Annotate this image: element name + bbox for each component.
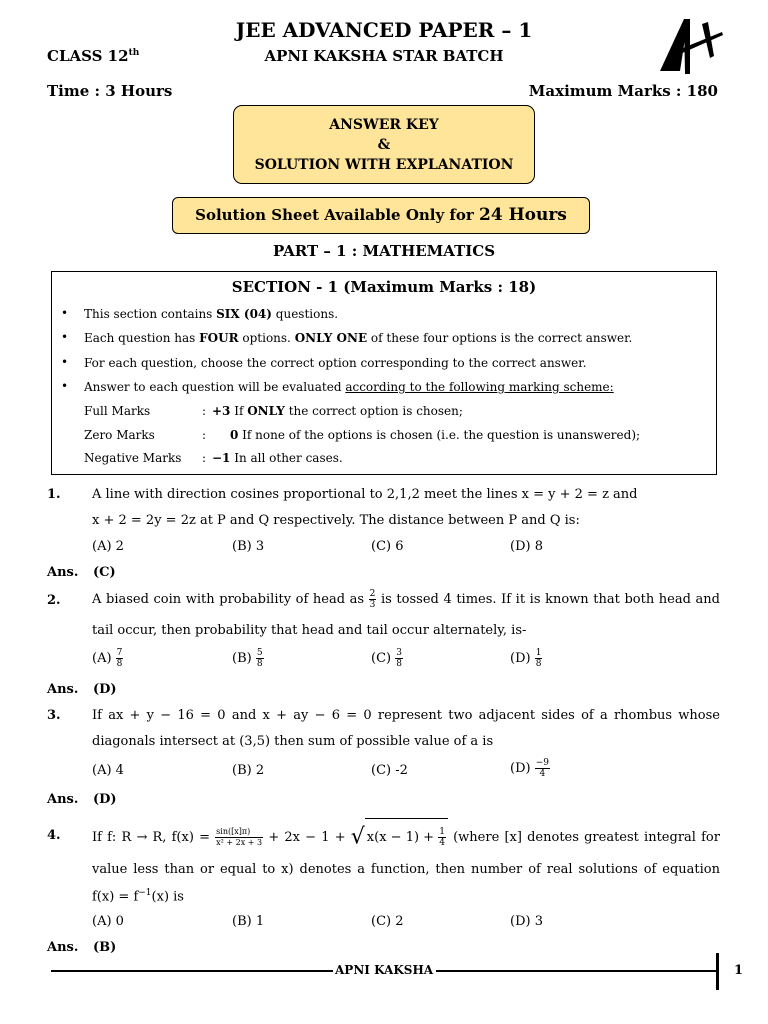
question-4-option-d: (D) 3 [510,914,543,929]
question-1-number: 1. [47,487,61,502]
question-2-option-b [232,648,264,669]
batch-label: APNI KAKSHA STAR BATCH [264,47,504,65]
full-marks-value: +3 [212,404,231,418]
fraction-numerator: −9 [535,758,549,768]
full-marks-colon: : [202,404,207,418]
fraction-numerator: 5 [256,648,263,658]
question-3-option-d [510,758,550,779]
zero-marks-name: Zero Marks [84,428,155,442]
footer-vertical-bar [716,953,719,990]
rule-3: For each question, choose the correct option corresponding to the correct answer. [84,356,587,370]
rule-2-post: of these four options is the correct answer. [367,331,633,345]
apni-kaksha-logo-icon [650,16,724,74]
rule-4-underlined: according to the following marking scheme: [345,380,614,394]
question-3-option-a: (A) 4 [92,763,124,778]
option-label: (D) [510,761,535,776]
question-3-option-b: (B) 2 [232,763,265,778]
footer-divider-right [436,970,718,972]
rule-1-pre: This section contains [84,307,217,321]
fraction-numerator: 7 [116,648,123,658]
question-2-ans-label: Ans. [47,682,79,697]
rule-1-post: questions. [271,307,339,321]
question-1-ans-label: Ans. [47,565,79,580]
question-4-line3 [92,888,720,904]
zero-marks-post: If none of the options is chosen (i.e. the question is unanswered); [238,428,641,442]
option-fraction [116,648,124,669]
fraction-denominator: 3 [369,600,376,610]
full-marks-name: Full Marks [84,404,151,418]
question-4-fraction-2 [438,827,446,848]
question-2-post: is tossed 4 times. If it is known that both head and [376,592,720,607]
fraction-denominator: 8 [535,659,542,669]
question-4-number: 4. [47,828,61,843]
question-4-answer: (B) [93,940,117,955]
question-4-option-a: (A) 0 [92,914,124,929]
radical-sign-icon: √ [350,824,365,850]
class-superscript: th [128,48,140,58]
question-2-line1 [92,587,720,613]
bullet-icon: • [61,379,69,393]
question-4-fraction-1 [215,827,263,848]
zero-marks-value: 0 [230,428,239,442]
rule-2-pre: Each question has [84,331,200,345]
question-1-option-b: (B) 3 [232,539,265,554]
rule-4-pre: Answer to each question will be evaluated [84,380,346,394]
question-4-line1 [92,818,720,855]
fraction-denominator: 4 [539,769,546,779]
question-3-answer: (D) [93,792,117,807]
negative-marks-colon: : [202,451,207,465]
part-title: PART – 1 : MATHEMATICS [272,242,496,260]
rule-2-mid: options. [238,331,295,345]
question-2-pre: A biased coin with probability of head as [92,592,369,607]
question-1-option-c: (C) 6 [371,539,404,554]
rule-2 [84,331,632,345]
question-1-option-a: (A) 2 [92,539,124,554]
question-4-line2: value less than or equal to x) denotes a function, then number of real solutions of equation [92,862,720,877]
fraction-denominator: 8 [116,659,123,669]
option-fraction [535,648,543,669]
question-2-answer: (D) [93,682,117,697]
bullet-icon: • [61,355,69,369]
footer-divider-left [51,970,333,972]
rule-4 [84,380,614,394]
fraction-numerator: 1 [439,827,445,837]
question-2-option-d [510,648,542,669]
rule-2-bold1: FOUR [199,331,239,345]
question-2-option-a [92,648,123,669]
fraction-denominator: 8 [256,659,263,669]
answer-key-box [233,105,535,184]
full-marks-post: the correct option is chosen; [284,404,463,418]
option-label: (A) [92,651,116,666]
question-1-line2: x + 2 = 2y = 2z at P and Q respectively. The distance between P and Q is: [92,513,580,528]
option-fraction [395,648,403,669]
line3-superscript: −1 [138,888,152,898]
fraction-denominator: x² + 2x + 3 [216,838,263,847]
bullet-icon: • [61,330,69,344]
footer-brand: APNI KAKSHA [335,963,434,977]
question-1-option-d: (D) 8 [510,539,543,554]
fraction-numerator: 2 [369,589,376,599]
paper-title: JEE ADVANCED PAPER – 1 [235,18,533,42]
availability-box [172,197,590,234]
full-marks-bold: ONLY [247,404,285,418]
question-3-option-c: (C) -2 [371,763,408,778]
fraction-numerator: 1 [535,648,542,658]
question-3-line2: diagonals intersect at (3,5) then sum of possible value of a is [92,734,494,749]
question-4-radicand [365,818,448,855]
option-label: (D) [510,651,535,666]
question-4-ans-label: Ans. [47,940,79,955]
question-4-pre: If f: R → R, f(x) = [92,830,216,845]
question-4-option-c: (C) 2 [371,914,404,929]
question-2-line2: tail occur, then probability that head and tail occur alternately, is- [92,623,527,638]
fraction-numerator: 3 [396,648,402,658]
fraction-denominator: 4 [439,838,445,848]
negative-marks-value: −1 [212,451,231,465]
rule-1 [84,307,338,321]
availability-text: Solution Sheet Available Only for [195,206,480,224]
question-2-option-c [371,648,403,669]
question-4-mid: + 2x − 1 + [263,830,351,845]
fraction-denominator: 8 [396,659,402,669]
section-title: SECTION - 1 (Maximum Marks : 18) [231,278,537,296]
zero-marks-colon: : [202,428,207,442]
question-4-post: (where [x] denotes greatest integral for [447,830,720,845]
question-3-number: 3. [47,708,61,723]
section-instructions-box [51,271,717,475]
question-1-line1: A line with direction cosines proportional to 2,1,2 meet the lines x = y + 2 = z and [92,487,638,502]
availability-highlight: 24 Hours [479,205,567,225]
question-1-answer: (C) [93,565,116,580]
page-number: 1 [734,963,744,978]
max-marks-label: Maximum Marks : 180 [528,82,718,100]
class-text: CLASS 12 [47,47,129,65]
zero-marks-desc [230,428,640,442]
full-marks-pre: If [230,404,248,418]
option-label: (C) [371,651,396,666]
negative-marks-name: Negative Marks [84,451,182,465]
question-3-ans-label: Ans. [47,792,79,807]
answer-key-line1: ANSWER KEY [329,117,439,133]
answer-key-line3: SOLUTION WITH EXPLANATION [254,157,514,173]
line3-pre: f(x) = f [92,889,139,905]
option-fraction [256,648,264,669]
negative-marks-post: In all other cases. [230,451,343,465]
option-fraction [535,758,550,779]
question-2-number: 2. [47,593,61,608]
fraction-numerator: sin([x]π) [215,827,263,838]
negative-marks-desc [212,451,343,465]
rule-2-bold2: ONLY ONE [294,331,368,345]
time-label: Time : 3 Hours [47,82,173,100]
rule-1-bold: SIX (04) [216,307,272,321]
question-4-option-b: (B) 1 [232,914,265,929]
question-3-line1: If ax + y − 16 = 0 and x + ay − 6 = 0 represent two adjacent sides of a rhombus whose [92,708,720,723]
radicand-text: x(x − 1) + [366,830,439,845]
option-label: (B) [232,651,256,666]
full-marks-desc [212,404,463,418]
bullet-icon: • [61,306,69,320]
answer-key-line2: & [377,137,391,153]
line3-post: (x) is [151,889,184,905]
